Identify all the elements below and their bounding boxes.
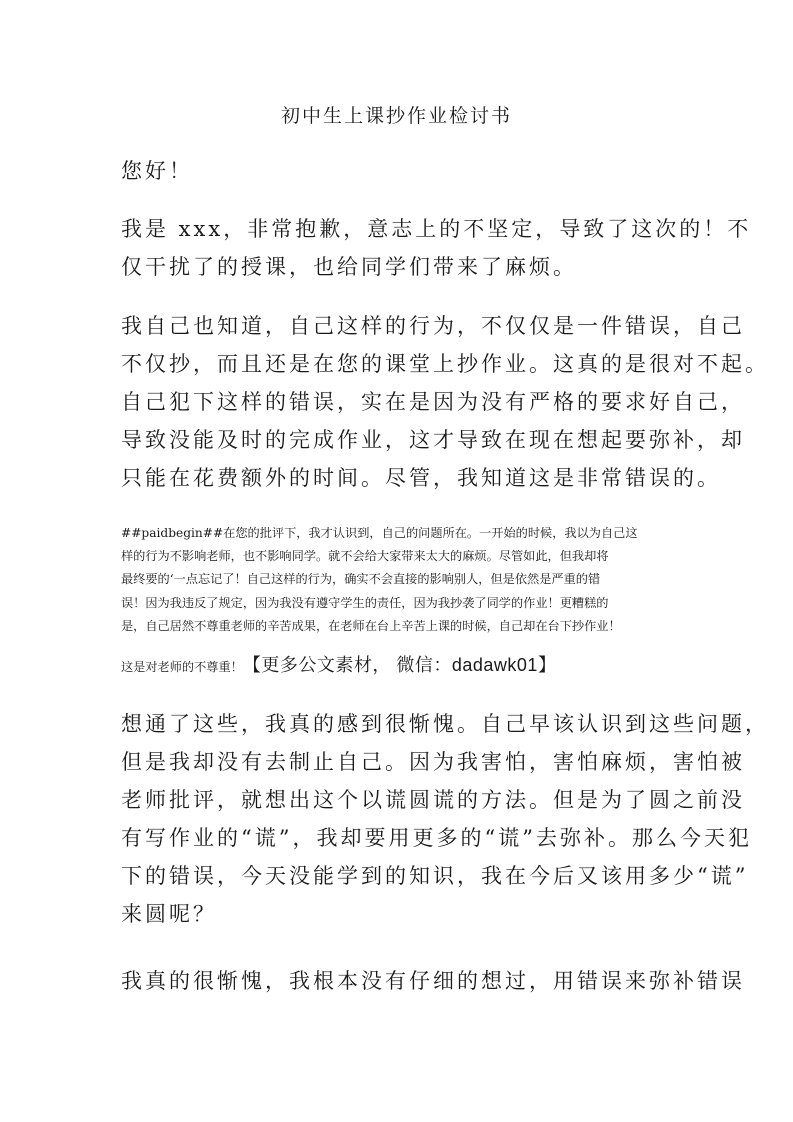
small-print-tail: 这是对老师的不尊重！ <box>121 660 243 674</box>
paragraph-line: 下的错误，今天没能学到的知识，我在今后又该用多少“谎” <box>121 864 749 888</box>
paragraph-self-reflection <box>121 307 769 497</box>
small-print-line: 最终要的‘一点忘记了！自己这样的行为，确实不会直接的影响别人，但是依然是严重的错 <box>121 572 601 587</box>
paragraph-line: 仅干扰了的授课，也给同学们带来了麻烦。 <box>121 255 577 279</box>
paragraph-line: 导致没能及时的完成作业，这才导致在现在想起要弥补，却 <box>121 428 745 452</box>
paragraph-line: 但是我却没有去制止自己。因为我害怕，害怕麻烦，害怕被 <box>121 750 745 774</box>
small-print-line: 样的行为不影响老师，也不影响同学。就不会给大家带来太大的麻烦。尽管如此，但我却将 <box>121 549 609 564</box>
paragraph-line: 我是 xxx，非常抱歉，意志上的不坚定，导致了这次的！不 <box>121 217 752 241</box>
paragraph-line: 我自己也知道，自己这样的行为，不仅仅是一件错误，自己 <box>121 314 745 338</box>
paragraph-line: 自己犯下这样的错误，实在是因为没有严格的要求好自己， <box>121 390 745 414</box>
paragraph-line: 老师批评，就想出这个以谎圆谎的方法。但是为了圆之前没 <box>121 788 745 812</box>
small-print-paragraph <box>121 522 677 638</box>
small-print-line: ##paidbegin##在您的批评下，我才认识到，自己的问题所在。一开始的时候，我以为自己这 <box>121 526 638 540</box>
paragraph-line: 不仅抄，而且还是在您的课堂上抄作业。这真的是很对不起。 <box>121 352 769 376</box>
paragraph-line: 只能在花费额外的时间。尽管，我知道这是非常错误的。 <box>121 466 721 490</box>
paragraph-realization <box>121 705 769 933</box>
promo-text: 【更多公文素材， 微信：dadawk01】 <box>242 655 557 675</box>
paragraph-line: 我真的很惭愧，我根本没有仔细的想过，用错误来弥补错误 <box>121 969 745 993</box>
document-title: 初中生上课抄作业检讨书 <box>280 105 512 127</box>
small-print-line: 误！因为我违反了规定，因为我没有遵守学生的责任，因为我抄袭了同学的作业！更糟糕的 <box>121 595 609 610</box>
paragraph-shame <box>121 962 745 1000</box>
small-print-tail-line <box>121 651 677 681</box>
greeting: 您好！ <box>121 159 193 183</box>
paragraph-line: 想通了这些，我真的感到很惭愧。自己早该认识到这些问题， <box>121 712 769 736</box>
small-print-line: 是，自己居然不尊重老师的辛苦成果，在老师在台上辛苦上课的时候，自己却在台下抄作业！ <box>121 618 621 633</box>
paragraph-apology <box>121 210 752 286</box>
paragraph-line: 有写作业的“谎”，我却要用更多的“谎”去弥补。那么今天犯 <box>121 826 752 850</box>
paragraph-line: 来圆呢？ <box>121 902 217 926</box>
